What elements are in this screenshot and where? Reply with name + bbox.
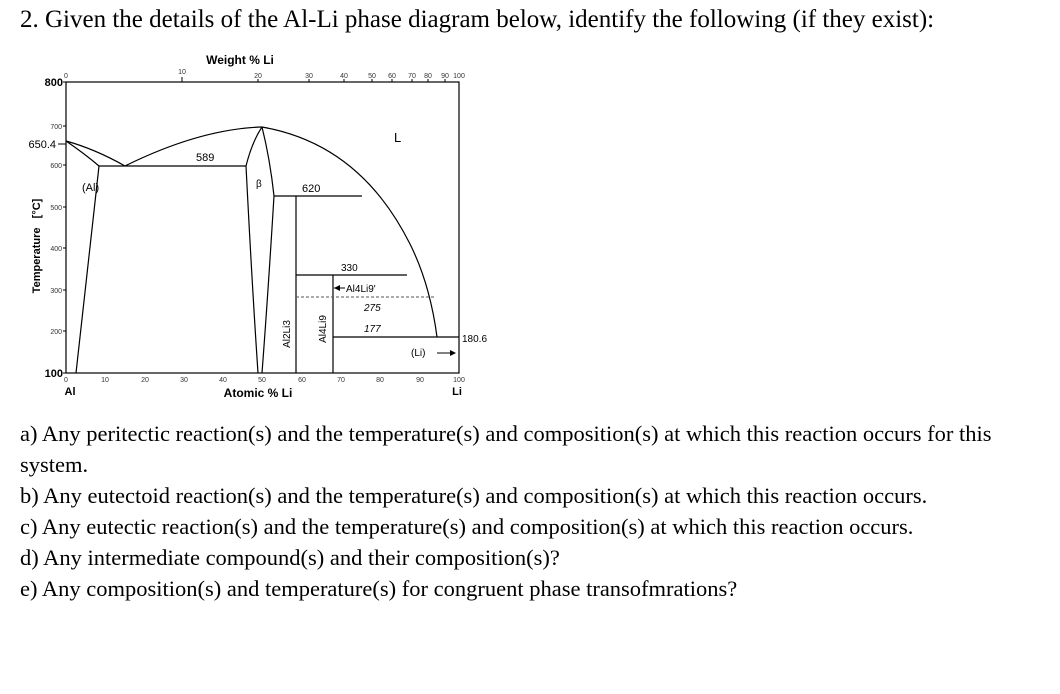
question-item-a: a) Any peritectic reaction(s) and the temperature(s) and composition(s) at which this reaction occurs for this system. bbox=[20, 421, 992, 477]
top-tick-label: 70 bbox=[408, 73, 416, 80]
bottom-tick-label: 70 bbox=[337, 377, 345, 384]
y-tiny-tick-700: 700 bbox=[50, 124, 62, 131]
temp-330-label: 330 bbox=[341, 263, 358, 274]
temp-1806-label: 180.6 bbox=[462, 334, 488, 345]
phase-li-label: (Li) bbox=[411, 348, 426, 359]
temp-589-label: 589 bbox=[196, 152, 215, 164]
bottom-tick-label: 80 bbox=[376, 377, 384, 384]
y-tiny-tick-200: 200 bbox=[50, 329, 62, 336]
plot-frame bbox=[66, 82, 459, 373]
top-tick-label: 80 bbox=[424, 73, 432, 80]
phase-liquid-label: L bbox=[394, 130, 402, 145]
top-tick-label: 30 bbox=[305, 73, 313, 80]
beta-right-solidus bbox=[262, 127, 274, 196]
al2li3-label: Al2Li3 bbox=[282, 320, 293, 348]
bottom-tick-label: 50 bbox=[258, 377, 266, 384]
top-tick-label: 50 bbox=[368, 73, 376, 80]
y-tiny-tick-500: 500 bbox=[50, 205, 62, 212]
question-title: 2. Given the details of the Al-Li phase diagram below, identify the following (if they exist): bbox=[20, 6, 935, 33]
top-tick-label: 100 bbox=[453, 73, 465, 80]
bottom-tick-label: 20 bbox=[141, 377, 149, 384]
top-tick-label: 20 bbox=[254, 73, 262, 80]
bottom-tick-label: 100 bbox=[453, 377, 465, 384]
y-tiny-tick-600: 600 bbox=[50, 163, 62, 170]
bottom-tick-label: 10 bbox=[101, 377, 109, 384]
bottom-tick-labels bbox=[64, 377, 465, 384]
bottom-axis-label: Atomic % Li bbox=[223, 386, 293, 400]
question-item-e: e) Any composition(s) and temperature(s) for congruent phase transofmrations? bbox=[20, 576, 738, 601]
beta-left-solvus bbox=[246, 166, 258, 373]
bottom-tick-label: 30 bbox=[180, 377, 188, 384]
al-solvus bbox=[76, 166, 99, 373]
phase-boundaries bbox=[66, 127, 459, 373]
temp-275-label: 275 bbox=[364, 303, 381, 314]
top-tick-labels bbox=[64, 69, 465, 80]
top-tick-label: 60 bbox=[388, 73, 396, 80]
y-tick-650: 650.4 bbox=[28, 139, 56, 151]
al-liquidus bbox=[66, 141, 125, 166]
phase-al-label: (Al) bbox=[82, 182, 100, 194]
top-tick-label: 0 bbox=[64, 73, 68, 80]
top-tick-label: 40 bbox=[340, 73, 348, 80]
y-tiny-ticks bbox=[50, 124, 62, 336]
bottom-tick-label: 40 bbox=[219, 377, 227, 384]
bottom-tick-label: 60 bbox=[298, 377, 306, 384]
temp-177-label: 177 bbox=[364, 324, 381, 335]
top-axis-label: Weight % Li bbox=[206, 53, 274, 67]
liquidus-right bbox=[262, 127, 437, 337]
beta-right-solvus bbox=[262, 196, 274, 373]
question-list bbox=[20, 418, 1050, 604]
y-axis-label: Temperature [°C] bbox=[31, 198, 43, 294]
question-item-b: b) Any eutectoid reaction(s) and the temperature(s) and composition(s) at which this reaction occurs. bbox=[20, 483, 928, 508]
left-element-label: Al bbox=[64, 386, 76, 398]
y-tiny-tick-300: 300 bbox=[50, 288, 62, 295]
beta-liquidus-left bbox=[125, 127, 262, 166]
beta-left-solidus bbox=[246, 127, 262, 166]
bottom-tick-label: 0 bbox=[64, 377, 68, 384]
top-tick-marks bbox=[182, 77, 445, 82]
question-item-d: d) Any intermediate compound(s) and their composition(s)? bbox=[20, 545, 560, 570]
y-tiny-tick-400: 400 bbox=[50, 246, 62, 253]
y-tick-800: 800 bbox=[44, 77, 63, 89]
question-item-c: c) Any eutectic reaction(s) and the temperature(s) and composition(s) at which this reaction occurs. bbox=[20, 514, 914, 539]
al-li-phase-diagram bbox=[0, 44, 500, 414]
al-solidus bbox=[66, 141, 99, 166]
al4li9-label: Al4Li9 bbox=[318, 315, 329, 343]
right-element-label: Li bbox=[452, 386, 462, 398]
y-tick-100: 100 bbox=[44, 368, 63, 380]
top-tick-label: 90 bbox=[441, 73, 449, 80]
top-tick-label: 10 bbox=[178, 69, 186, 76]
phase-beta-label: β bbox=[256, 179, 262, 190]
temp-620-label: 620 bbox=[302, 183, 321, 195]
al4li9-prime-label: Al4Li9' bbox=[346, 284, 376, 295]
bottom-tick-label: 90 bbox=[416, 377, 424, 384]
